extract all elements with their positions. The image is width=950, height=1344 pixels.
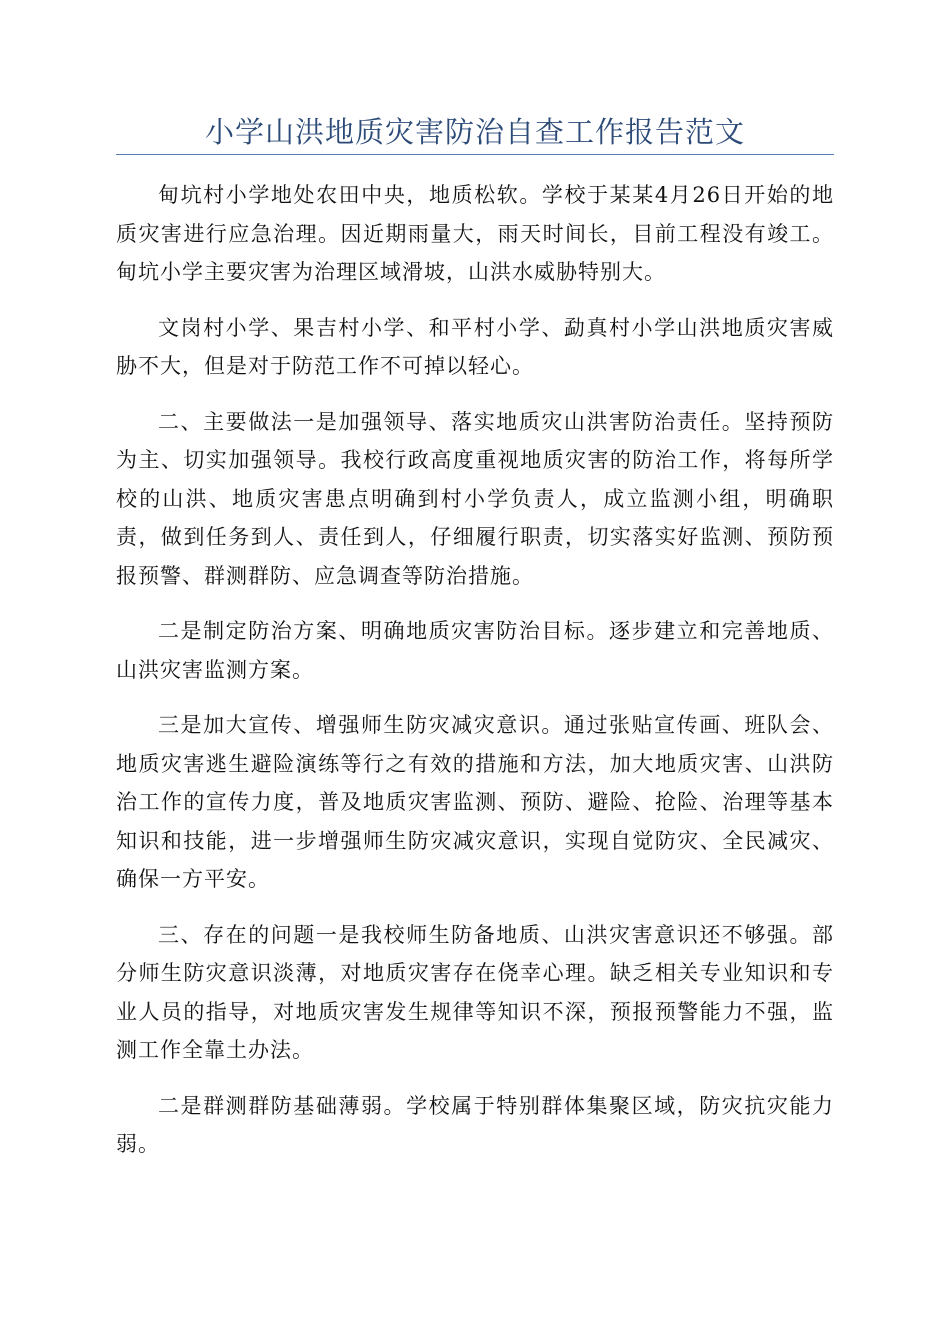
paragraph-4: 二是制定防治方案、明确地质灾害防治目标。逐步建立和完善地质、山洪灾害监测方案。: [116, 619, 834, 682]
paragraph-6: 三、存在的问题一是我校师生防备地质、山洪灾害意识还不够强。部分师生防灾意识淡薄，对地质灾害存在侥幸心理。缺乏相关专业知识和专业人员的指导，对地质灾害发生规律等知识不深，预报预警能力不强，监测工作全靠土办法。: [116, 922, 834, 1062]
document-body: [116, 176, 834, 1181]
title-underline: [116, 154, 834, 155]
paragraph-7: 二是群测群防基础薄弱。学校属于特别群体集聚区域，防灾抗灾能力弱。: [116, 1093, 834, 1156]
paragraph-5: 三是加大宣传、增强师生防灾减灾意识。通过张贴宣传画、班队会、地质灾害逃生避险演练等行之有效的措施和方法，加大地质灾害、山洪防治工作的宣传力度，普及地质灾害监测、预防、避险、抢险、治理等基本知识和技能，进一步增强师生防灾减灾意识，实现自觉防灾、全民减灾、确保一方平安。: [116, 713, 834, 891]
paragraph-3: 二、主要做法一是加强领导、落实地质灾山洪害防治责任。坚持预防为主、切实加强领导。我校行政高度重视地质灾害的防治工作，将每所学校的山洪、地质灾害患点明确到村小学负责人，成立监测小组，明确职责，做到任务到人、责任到人，仔细履行职责，切实落实好监测、预防预报预警、群测群防、应急调查等防治措施。: [116, 409, 834, 588]
paragraph-1: 甸坑村小学地处农田中央，地质松软。学校于某某4月26日开始的地质灾害进行应急治理。因近期雨量大，雨天时间长，目前工程没有竣工。甸坑小学主要灾害为治理区域滑坡，山洪水威胁特别大。: [116, 183, 834, 284]
paragraph-2: 文岗村小学、果吉村小学、和平村小学、勐真村小学山洪地质灾害威胁不大，但是对于防范工作不可掉以轻心。: [116, 315, 834, 378]
document-title: 小学山洪地质灾害防治自查工作报告范文: [204, 115, 745, 149]
